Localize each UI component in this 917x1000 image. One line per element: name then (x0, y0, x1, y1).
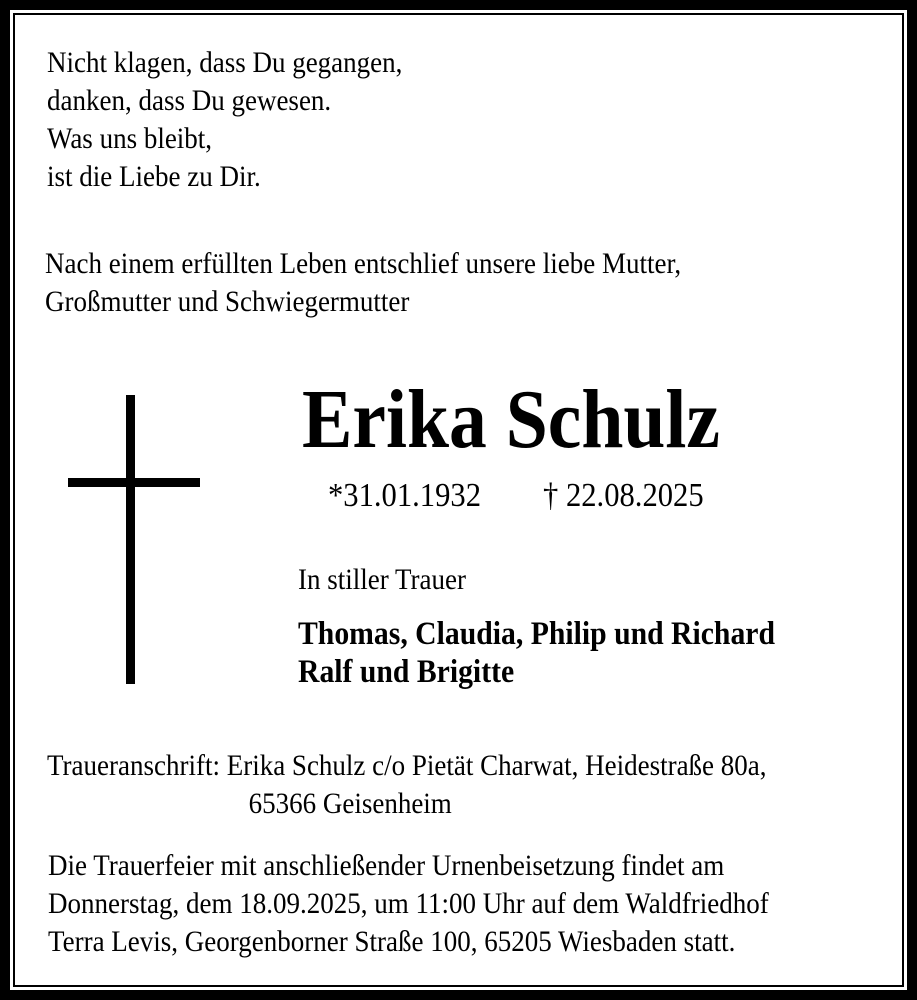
cross-vertical-bar (126, 395, 135, 684)
mourners-names (298, 615, 775, 691)
death-date: † 22.08.2025 (543, 477, 704, 514)
birth-date: *31.01.1932 (328, 477, 481, 514)
latin-cross-icon (68, 395, 200, 684)
verse-line: Nicht klagen, dass Du gegangen, (47, 46, 403, 79)
address-line: Traueranschrift: Erika Schulz c/o Pietät Charwat, Heidestraße 80a, (47, 749, 767, 782)
mourners-line: Thomas, Claudia, Philip und Richard (298, 616, 775, 652)
mourning-label: In stiller Trauer (298, 563, 466, 596)
verse-line: ist die Liebe zu Dir. (47, 160, 261, 193)
verse-line: Was uns bleibt, (47, 122, 213, 155)
funeral-info (48, 847, 769, 961)
cross-horizontal-bar (68, 478, 200, 487)
deceased-name: Erika Schulz (302, 373, 720, 466)
mourning-address (47, 747, 767, 823)
memorial-verse (47, 44, 402, 196)
address-line: 65366 Geisenheim (248, 787, 452, 820)
intro-line: Nach einem erfüllten Leben entschlief unsere liebe Mutter, (45, 247, 682, 280)
mourners-line: Ralf und Brigitte (298, 654, 515, 690)
funeral-line: Donnerstag, dem 18.09.2025, um 11:00 Uhr auf dem Waldfriedhof (48, 887, 769, 920)
intro-line: Großmutter und Schwiegermutter (45, 285, 410, 318)
verse-line: danken, dass Du gewesen. (47, 84, 332, 117)
intro-text (45, 245, 681, 321)
funeral-line: Terra Levis, Georgenborner Straße 100, 65205 Wiesbaden statt. (48, 925, 736, 958)
funeral-line: Die Trauerfeier mit anschließender Urnenbeisetzung findet am (48, 849, 725, 882)
